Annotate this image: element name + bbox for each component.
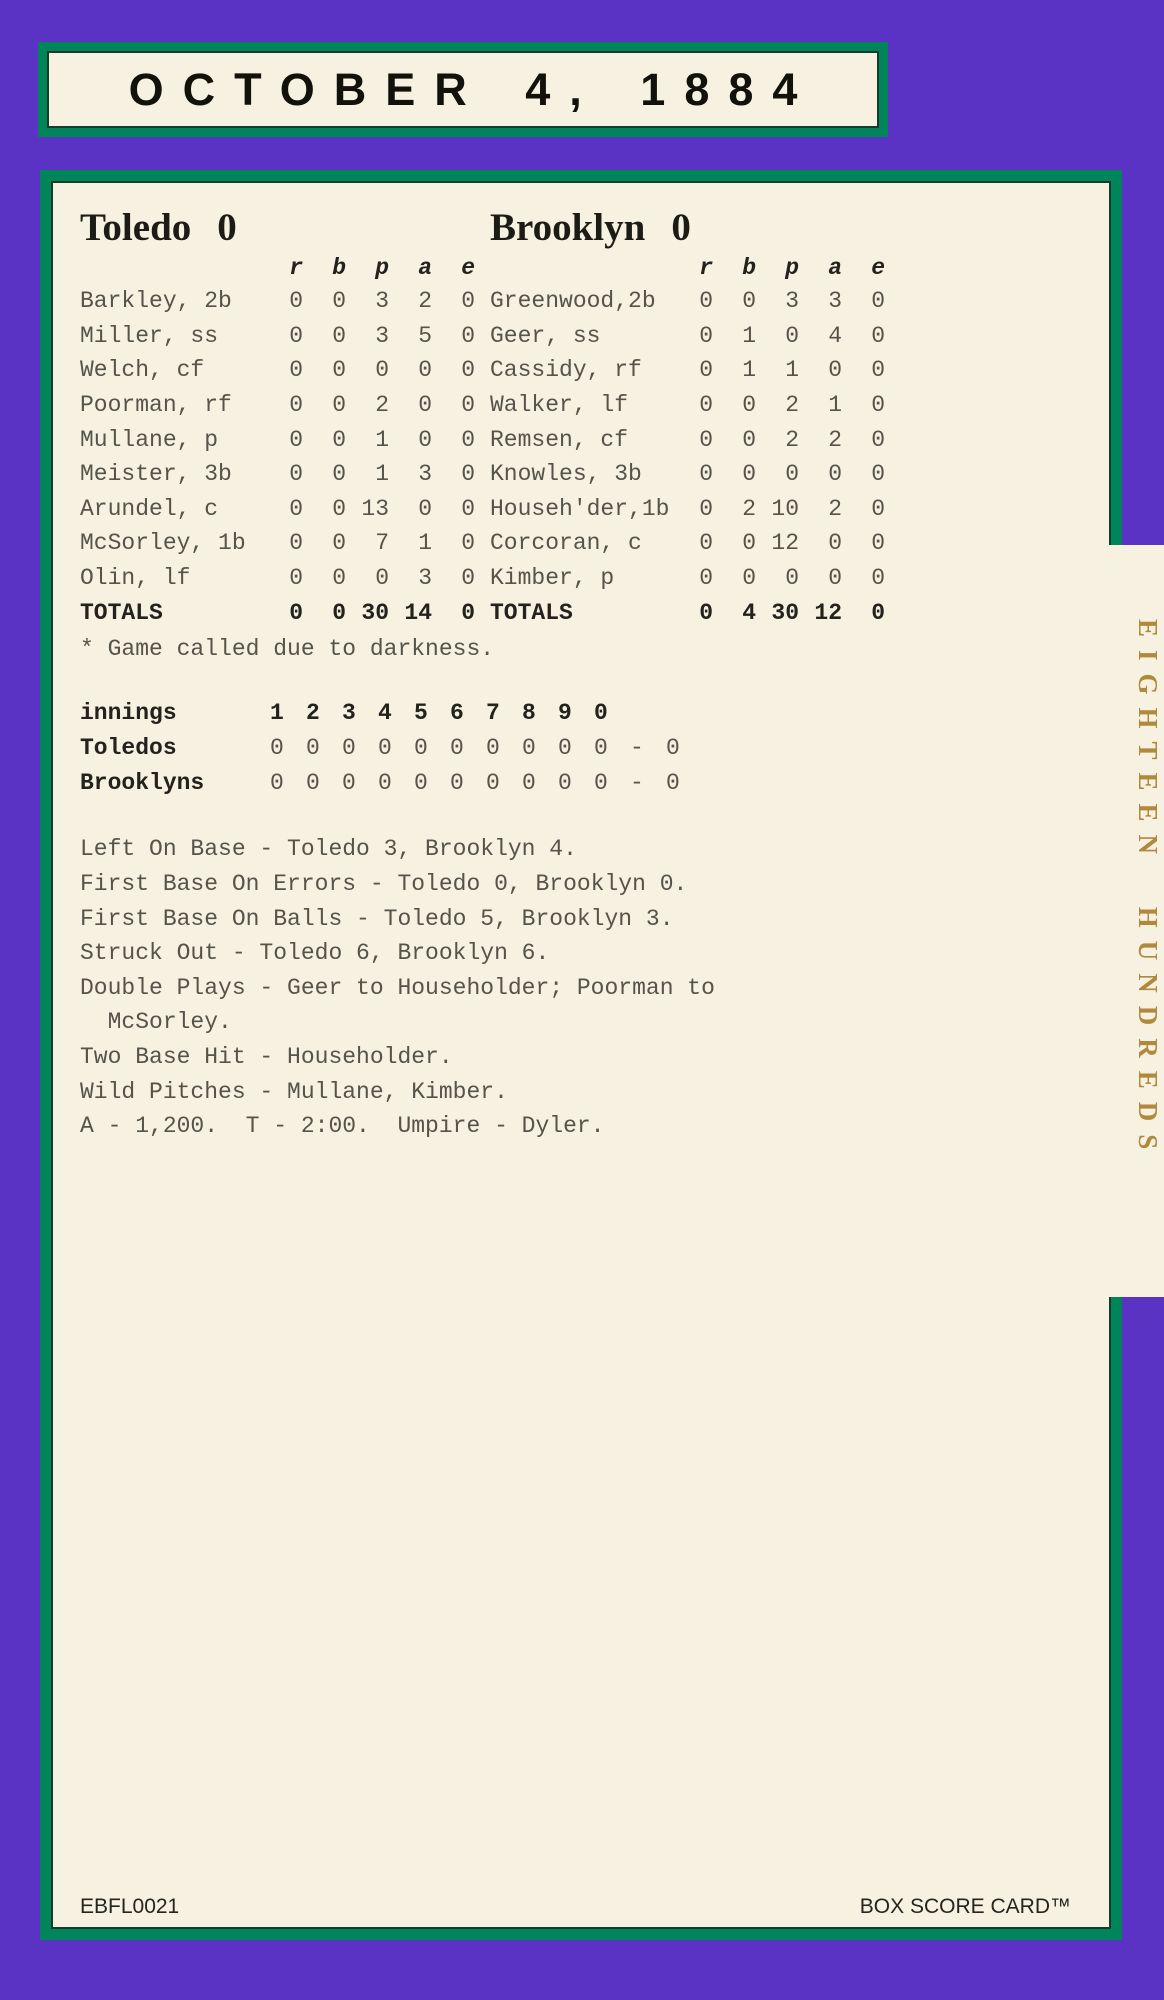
- player-name: Meister, 3b: [80, 461, 232, 488]
- total-value: 30: [361, 600, 389, 627]
- totals-label: TOTALS: [80, 600, 163, 627]
- innings-numbers: 1 2 3 4 5 6 7 8 9 0: [270, 699, 613, 726]
- stat-value: 0: [289, 288, 303, 315]
- player-row: [490, 388, 885, 423]
- stat-value: 12: [771, 530, 799, 557]
- line-score: [80, 695, 1109, 800]
- column-header: b: [332, 254, 346, 281]
- card-number: EBFL0021: [80, 1895, 180, 1918]
- player-name: Corcoran, c: [490, 530, 642, 557]
- stat-value: 0: [871, 495, 885, 522]
- stat-value: 0: [871, 426, 885, 453]
- team-score: 0: [217, 206, 237, 249]
- stat-value: 1: [742, 357, 756, 384]
- stat-value: 0: [332, 322, 346, 349]
- card-face: [51, 181, 1111, 1929]
- column-header: r: [699, 254, 713, 281]
- totals-row: [80, 595, 475, 631]
- player-row: [490, 422, 885, 457]
- stat-value: 3: [375, 322, 389, 349]
- card-footer: [80, 1895, 1071, 1919]
- note-line: McSorley.: [80, 1009, 232, 1036]
- stat-value: 0: [742, 392, 756, 419]
- stat-value: 2: [418, 288, 432, 315]
- total-value: 30: [771, 600, 799, 627]
- stat-value: 3: [785, 288, 799, 315]
- stat-value: 0: [332, 461, 346, 488]
- stat-value: 4: [828, 322, 842, 349]
- stat-value: 3: [375, 288, 389, 315]
- stat-value: 1: [375, 461, 389, 488]
- stat-value: 1: [418, 530, 432, 557]
- column-header: e: [461, 254, 475, 281]
- date-title: OCTOBER 4, 1884: [128, 63, 817, 115]
- team-table-toledo: [80, 207, 475, 631]
- stat-value: 0: [871, 288, 885, 315]
- stat-value: 2: [742, 495, 756, 522]
- player-row: [80, 388, 475, 423]
- stat-value: 0: [742, 461, 756, 488]
- stat-value: 0: [332, 495, 346, 522]
- stat-value: 0: [418, 495, 432, 522]
- stat-value: 0: [418, 392, 432, 419]
- stat-value: 10: [771, 495, 799, 522]
- line-score-team: Brooklyns: [80, 769, 205, 796]
- stat-value: 2: [785, 392, 799, 419]
- note-line: A - 1,200. T - 2:00. Umpire - Dyler.: [80, 1113, 605, 1140]
- line-score-team: Toledos: [80, 734, 177, 761]
- stat-value: 0: [871, 565, 885, 592]
- stat-value: 0: [289, 530, 303, 557]
- player-row: [490, 457, 885, 492]
- column-header: b: [742, 254, 756, 281]
- line-score-rows: [80, 730, 1109, 800]
- stat-value: 0: [742, 530, 756, 557]
- stat-value: 0: [461, 357, 475, 384]
- stat-value: 0: [375, 357, 389, 384]
- player-name: Mullane, p: [80, 426, 219, 453]
- stat-value: 0: [461, 461, 475, 488]
- stat-value: 0: [289, 357, 303, 384]
- player-row: [490, 561, 885, 596]
- team-score: 0: [671, 206, 691, 249]
- date-banner: [38, 42, 888, 137]
- innings-label: innings: [80, 699, 177, 726]
- note-line: Left On Base - Toledo 3, Brooklyn 4.: [80, 836, 577, 863]
- stat-value: 13: [361, 495, 389, 522]
- stat-value: 0: [461, 565, 475, 592]
- stat-value: 0: [785, 461, 799, 488]
- line-score-row: [80, 730, 1109, 765]
- note-line: First Base On Errors - Toledo 0, Brooklyn 0.: [80, 870, 688, 897]
- total-value: 0: [289, 600, 303, 627]
- note-line: Wild Pitches - Mullane, Kimber.: [80, 1078, 508, 1105]
- note-line: Double Plays - Geer to Householder; Poorman to: [80, 974, 715, 1001]
- stat-value: 0: [418, 357, 432, 384]
- total-value: 4: [742, 600, 756, 627]
- stat-value: 0: [289, 426, 303, 453]
- player-name: Remsen, cf: [490, 426, 629, 453]
- player-row: [490, 492, 885, 527]
- stat-value: 0: [418, 426, 432, 453]
- stat-value: 0: [461, 530, 475, 557]
- stat-value: 0: [461, 392, 475, 419]
- stat-value: 0: [871, 461, 885, 488]
- stat-value: 0: [332, 357, 346, 384]
- player-row: [80, 457, 475, 492]
- player-name: Greenwood,2b: [490, 288, 656, 315]
- line-score-values: 0 0 0 0 0 0 0 0 0 0 - 0: [270, 769, 685, 796]
- box-score-card: [40, 170, 1122, 1940]
- stat-value: 1: [785, 357, 799, 384]
- stat-value: 0: [289, 461, 303, 488]
- line-score-values: 0 0 0 0 0 0 0 0 0 0 - 0: [270, 734, 685, 761]
- player-name: Olin, lf: [80, 565, 191, 592]
- team-tables: [80, 207, 1109, 631]
- column-header: p: [375, 254, 389, 281]
- totals-label: TOTALS: [490, 600, 573, 627]
- stat-value: 3: [418, 565, 432, 592]
- stat-value: 0: [289, 322, 303, 349]
- stat-value: 0: [332, 565, 346, 592]
- stat-value: 0: [828, 530, 842, 557]
- stat-value: 0: [461, 288, 475, 315]
- player-name: Walker, lf: [490, 392, 629, 419]
- stat-value: 0: [461, 322, 475, 349]
- stat-value: 0: [699, 426, 713, 453]
- stat-value: 0: [332, 288, 346, 315]
- stat-value: 0: [699, 322, 713, 349]
- stat-value: 0: [699, 530, 713, 557]
- total-value: 0: [871, 600, 885, 627]
- stat-value: 0: [828, 461, 842, 488]
- product-name: BOX SCORE CARD™: [859, 1895, 1071, 1918]
- total-value: 0: [699, 600, 713, 627]
- stat-value: 0: [785, 322, 799, 349]
- column-header: e: [871, 254, 885, 281]
- team-title: [490, 207, 885, 251]
- totals-row: [490, 595, 885, 631]
- series-tab: [1102, 545, 1164, 1297]
- stat-value: 0: [871, 322, 885, 349]
- team-title: [80, 207, 475, 251]
- player-name: Kimber, p: [490, 565, 615, 592]
- stat-value: 0: [871, 392, 885, 419]
- total-value: 0: [332, 600, 346, 627]
- total-value: 12: [814, 600, 842, 627]
- stat-value: 2: [785, 426, 799, 453]
- stat-value: 1: [828, 392, 842, 419]
- player-row: [490, 353, 885, 388]
- column-header: p: [785, 254, 799, 281]
- player-name: Barkley, 2b: [80, 288, 232, 315]
- stat-value: 0: [289, 565, 303, 592]
- line-score-row: [80, 765, 1109, 800]
- stat-value: 0: [332, 392, 346, 419]
- player-row: [80, 422, 475, 457]
- stat-value: 0: [699, 495, 713, 522]
- stat-value: 5: [418, 322, 432, 349]
- player-row: [80, 526, 475, 561]
- note-line: First Base On Balls - Toledo 5, Brooklyn 3.: [80, 905, 674, 932]
- stat-value: 2: [828, 426, 842, 453]
- stat-value: 3: [418, 461, 432, 488]
- stat-value: 0: [289, 392, 303, 419]
- stat-value: 0: [742, 426, 756, 453]
- player-row: [80, 284, 475, 319]
- stat-value: 0: [332, 530, 346, 557]
- stat-value: 7: [375, 530, 389, 557]
- note-line: Two Base Hit - Householder.: [80, 1043, 453, 1070]
- player-row: [80, 353, 475, 388]
- stat-value: 0: [871, 530, 885, 557]
- team-name: Brooklyn: [490, 206, 646, 249]
- total-value: 0: [461, 600, 475, 627]
- series-name: EIGHTEEN HUNDREDS: [1133, 619, 1163, 1163]
- player-name: Welch, cf: [80, 357, 205, 384]
- player-name: Househ'der,1b: [490, 495, 670, 522]
- stat-value: 0: [332, 426, 346, 453]
- stat-value: 0: [871, 357, 885, 384]
- stat-value: 2: [375, 392, 389, 419]
- stat-value: 0: [699, 392, 713, 419]
- date-banner-inner: [47, 51, 879, 128]
- stat-value: 2: [828, 495, 842, 522]
- player-row: [80, 319, 475, 354]
- stat-value: 3: [828, 288, 842, 315]
- stat-value: 0: [828, 565, 842, 592]
- column-header: a: [828, 254, 842, 281]
- column-header-row: [80, 251, 475, 284]
- team-name: Toledo: [80, 206, 192, 249]
- stat-value: 0: [461, 495, 475, 522]
- stat-value: 0: [699, 357, 713, 384]
- total-value: 14: [404, 600, 432, 627]
- stat-value: 0: [699, 288, 713, 315]
- stat-value: 1: [375, 426, 389, 453]
- column-header: a: [418, 254, 432, 281]
- stat-value: 0: [699, 461, 713, 488]
- player-name: Cassidy, rf: [490, 357, 642, 384]
- stat-value: 0: [742, 565, 756, 592]
- stat-value: 0: [461, 426, 475, 453]
- player-name: McSorley, 1b: [80, 530, 246, 557]
- player-row: [80, 561, 475, 596]
- player-row: [490, 526, 885, 561]
- player-name: Poorman, rf: [80, 392, 232, 419]
- player-name: Arundel, c: [80, 495, 219, 522]
- player-name: Miller, ss: [80, 322, 219, 349]
- stat-value: 0: [699, 565, 713, 592]
- stat-value: 0: [785, 565, 799, 592]
- team-table-brooklyn: [490, 207, 885, 631]
- player-name: Knowles, 3b: [490, 461, 642, 488]
- column-header: r: [289, 254, 303, 281]
- note-line: Struck Out - Toledo 6, Brooklyn 6.: [80, 940, 550, 967]
- stat-value: 0: [742, 288, 756, 315]
- stat-value: 1: [742, 322, 756, 349]
- column-header-row: [490, 251, 885, 284]
- innings-header-row: [80, 695, 1109, 730]
- player-row: [490, 319, 885, 354]
- stat-value: 0: [375, 565, 389, 592]
- stat-value: 0: [828, 357, 842, 384]
- player-name: Geer, ss: [490, 322, 601, 349]
- player-row: [80, 492, 475, 527]
- game-footnote: * Game called due to darkness.: [80, 636, 495, 663]
- stat-value: 0: [289, 495, 303, 522]
- game-notes: [80, 836, 1109, 1147]
- player-row: [490, 284, 885, 319]
